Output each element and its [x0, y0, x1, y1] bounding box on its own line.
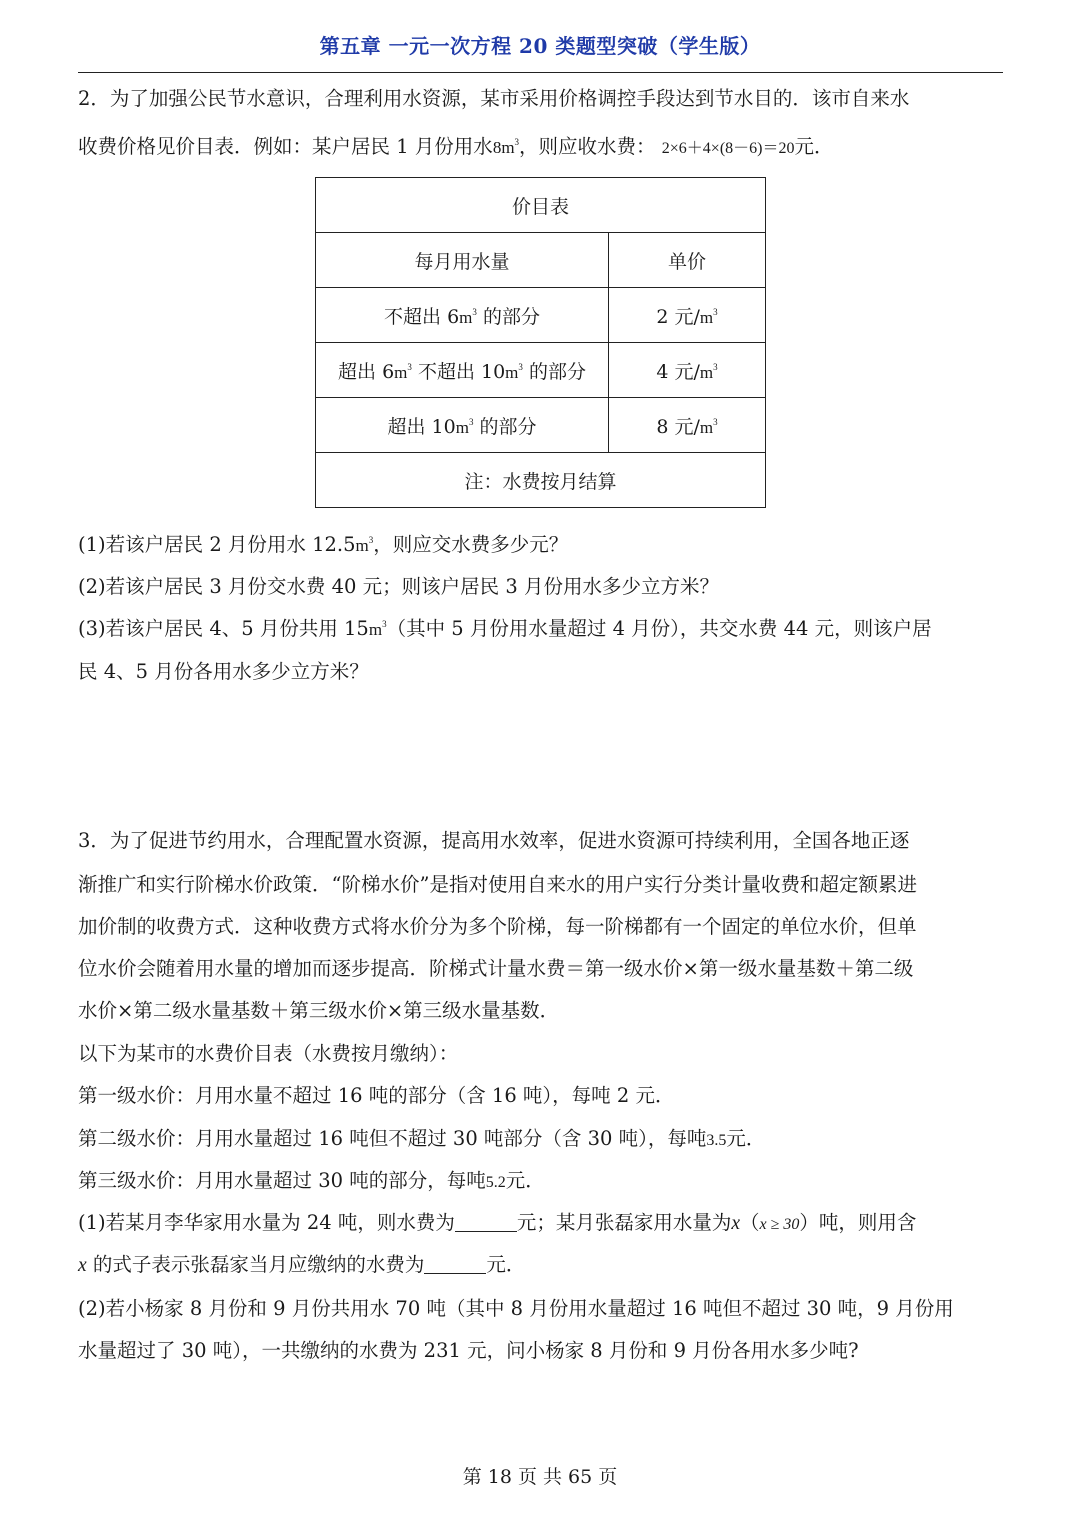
price-row-usage: 不超出 $6m^3$ 的部分 [316, 288, 609, 343]
price-table-title: 价目表 [316, 178, 766, 233]
q3-tier3: 第三级水价：月用水量超过 30 吨的部分，每吨5.2元． [78, 1169, 545, 1192]
q3-para-line3: 加价制的收费方式．这种收费方式将水价分为多个阶梯，每一阶梯都有一个固定的单位水价，但单 [78, 915, 917, 938]
q3-sub1-line2: x 的式子表示张磊家当月应缴纳的水费为 元． [78, 1253, 526, 1276]
price-table-note: 注：水费按月结算 [316, 453, 766, 508]
q3-para-line1: 3．为了促进节约用水，合理配置水资源，提高用水效率，促进水资源可持续利用，全国各地正逐 [78, 829, 910, 852]
q3-tier2: 第二级水价：月用水量超过 16 吨但不超过 30 吨部分（含 30 吨），每吨3.5元． [78, 1127, 766, 1150]
price-row-usage: 超出 $10m^3$ 的部分 [316, 398, 609, 453]
price-table [315, 177, 766, 508]
q2-sub2: (2)若该户居民 3 月份交水费 40 元；则该户居民 3 月份用水多少立方米？ [78, 575, 719, 598]
answer-blank [424, 1253, 486, 1274]
q2-intro-text-b: ，则应收水费： [519, 135, 656, 158]
q3-para-line4: 位水价会随着用水量的增加而逐步提高．阶梯式计量水费＝第一级水价×第一级水量基数＋第二级 [78, 957, 914, 980]
q3-sub2-line1: (2)若小杨家 8 月份和 9 月份共用水 70 吨（其中 8 月份用水量超过 16 吨但不超过 30 吨，9 月份用 [78, 1297, 954, 1320]
q2-sub3-line2: 民 4、5 月份各用水多少立方米？ [78, 660, 369, 683]
q3-sub1-line1: (1)若某月李华家用水量为 24 吨，则水费为 元；某月张磊家用水量为x（x ≥ 30）吨，则用含 [78, 1211, 917, 1234]
q3-table-intro: 以下为某市的水费价目表（水费按月缴纳）： [78, 1042, 459, 1065]
header-divider [78, 72, 1003, 73]
price-row-price: 4 元$/m^3$ [609, 343, 766, 398]
price-table-header-price: 单价 [609, 233, 766, 288]
q2-intro-line2 [78, 134, 1003, 162]
q3-tier1: 第一级水价：月用水量不超过 16 吨的部分（含 16 吨），每吨 2 元． [78, 1084, 675, 1107]
page-header-title: 第五章 一元一次方程 20 类题型突破（学生版） [319, 34, 761, 58]
price-table-row [316, 288, 766, 343]
q2-sub1: (1)若该户居民 2 月份用水 $12.5m^3$，则应交水费多少元？ [78, 533, 569, 556]
answer-blank [455, 1211, 517, 1232]
q3-sub2-line2: 水量超过了 30 吨），一共缴纳的水费为 231 元，问小杨家 8 月份和 9 月份各用水多少吨? [78, 1339, 859, 1362]
q2-intro-text-c: 元． [794, 135, 834, 158]
q2-intro-text-a: 收费价格见价目表．例如：某户居民 1 月份用水 [78, 135, 493, 158]
price-row-price: 2 元$/m^3$ [609, 288, 766, 343]
price-table-row [316, 398, 766, 453]
q2-example-volume: $8m^3$ [492, 137, 520, 157]
page-number: 第 18 页 共 65 页 [462, 1466, 618, 1488]
q3-para-line5: 水价×第二级水量基数＋第三级水价×第三级水量基数． [78, 999, 560, 1022]
price-row-price: 8 元$/m^3$ [609, 398, 766, 453]
q2-example-formula: 2×6＋4×(8－6)＝20 [661, 140, 795, 157]
price-table-header-usage: 每月用水量 [316, 233, 609, 288]
q3-condition: x ≥ 30 [759, 1216, 800, 1233]
q2-sub3-line1: (3)若该户居民 4、5 月份共用 $15m^3$（其中 5 月份用水量超过 4 月份），共交水费 44 元，则该户居 [78, 617, 932, 640]
q2-intro-line1: 2．为了加强公民节水意识，合理利用水资源，某市采用价格调控手段达到节水目的．该市自来水 [78, 87, 910, 110]
price-row-usage: 超出 $6m^3$ 不超出 $10m^3$ 的部分 [316, 343, 609, 398]
q3-para-line2: 渐推广和实行阶梯水价政策．“阶梯水价”是指对使用自来水的用户实行分类计量收费和超定额累进 [78, 873, 917, 896]
price-table-row [316, 343, 766, 398]
